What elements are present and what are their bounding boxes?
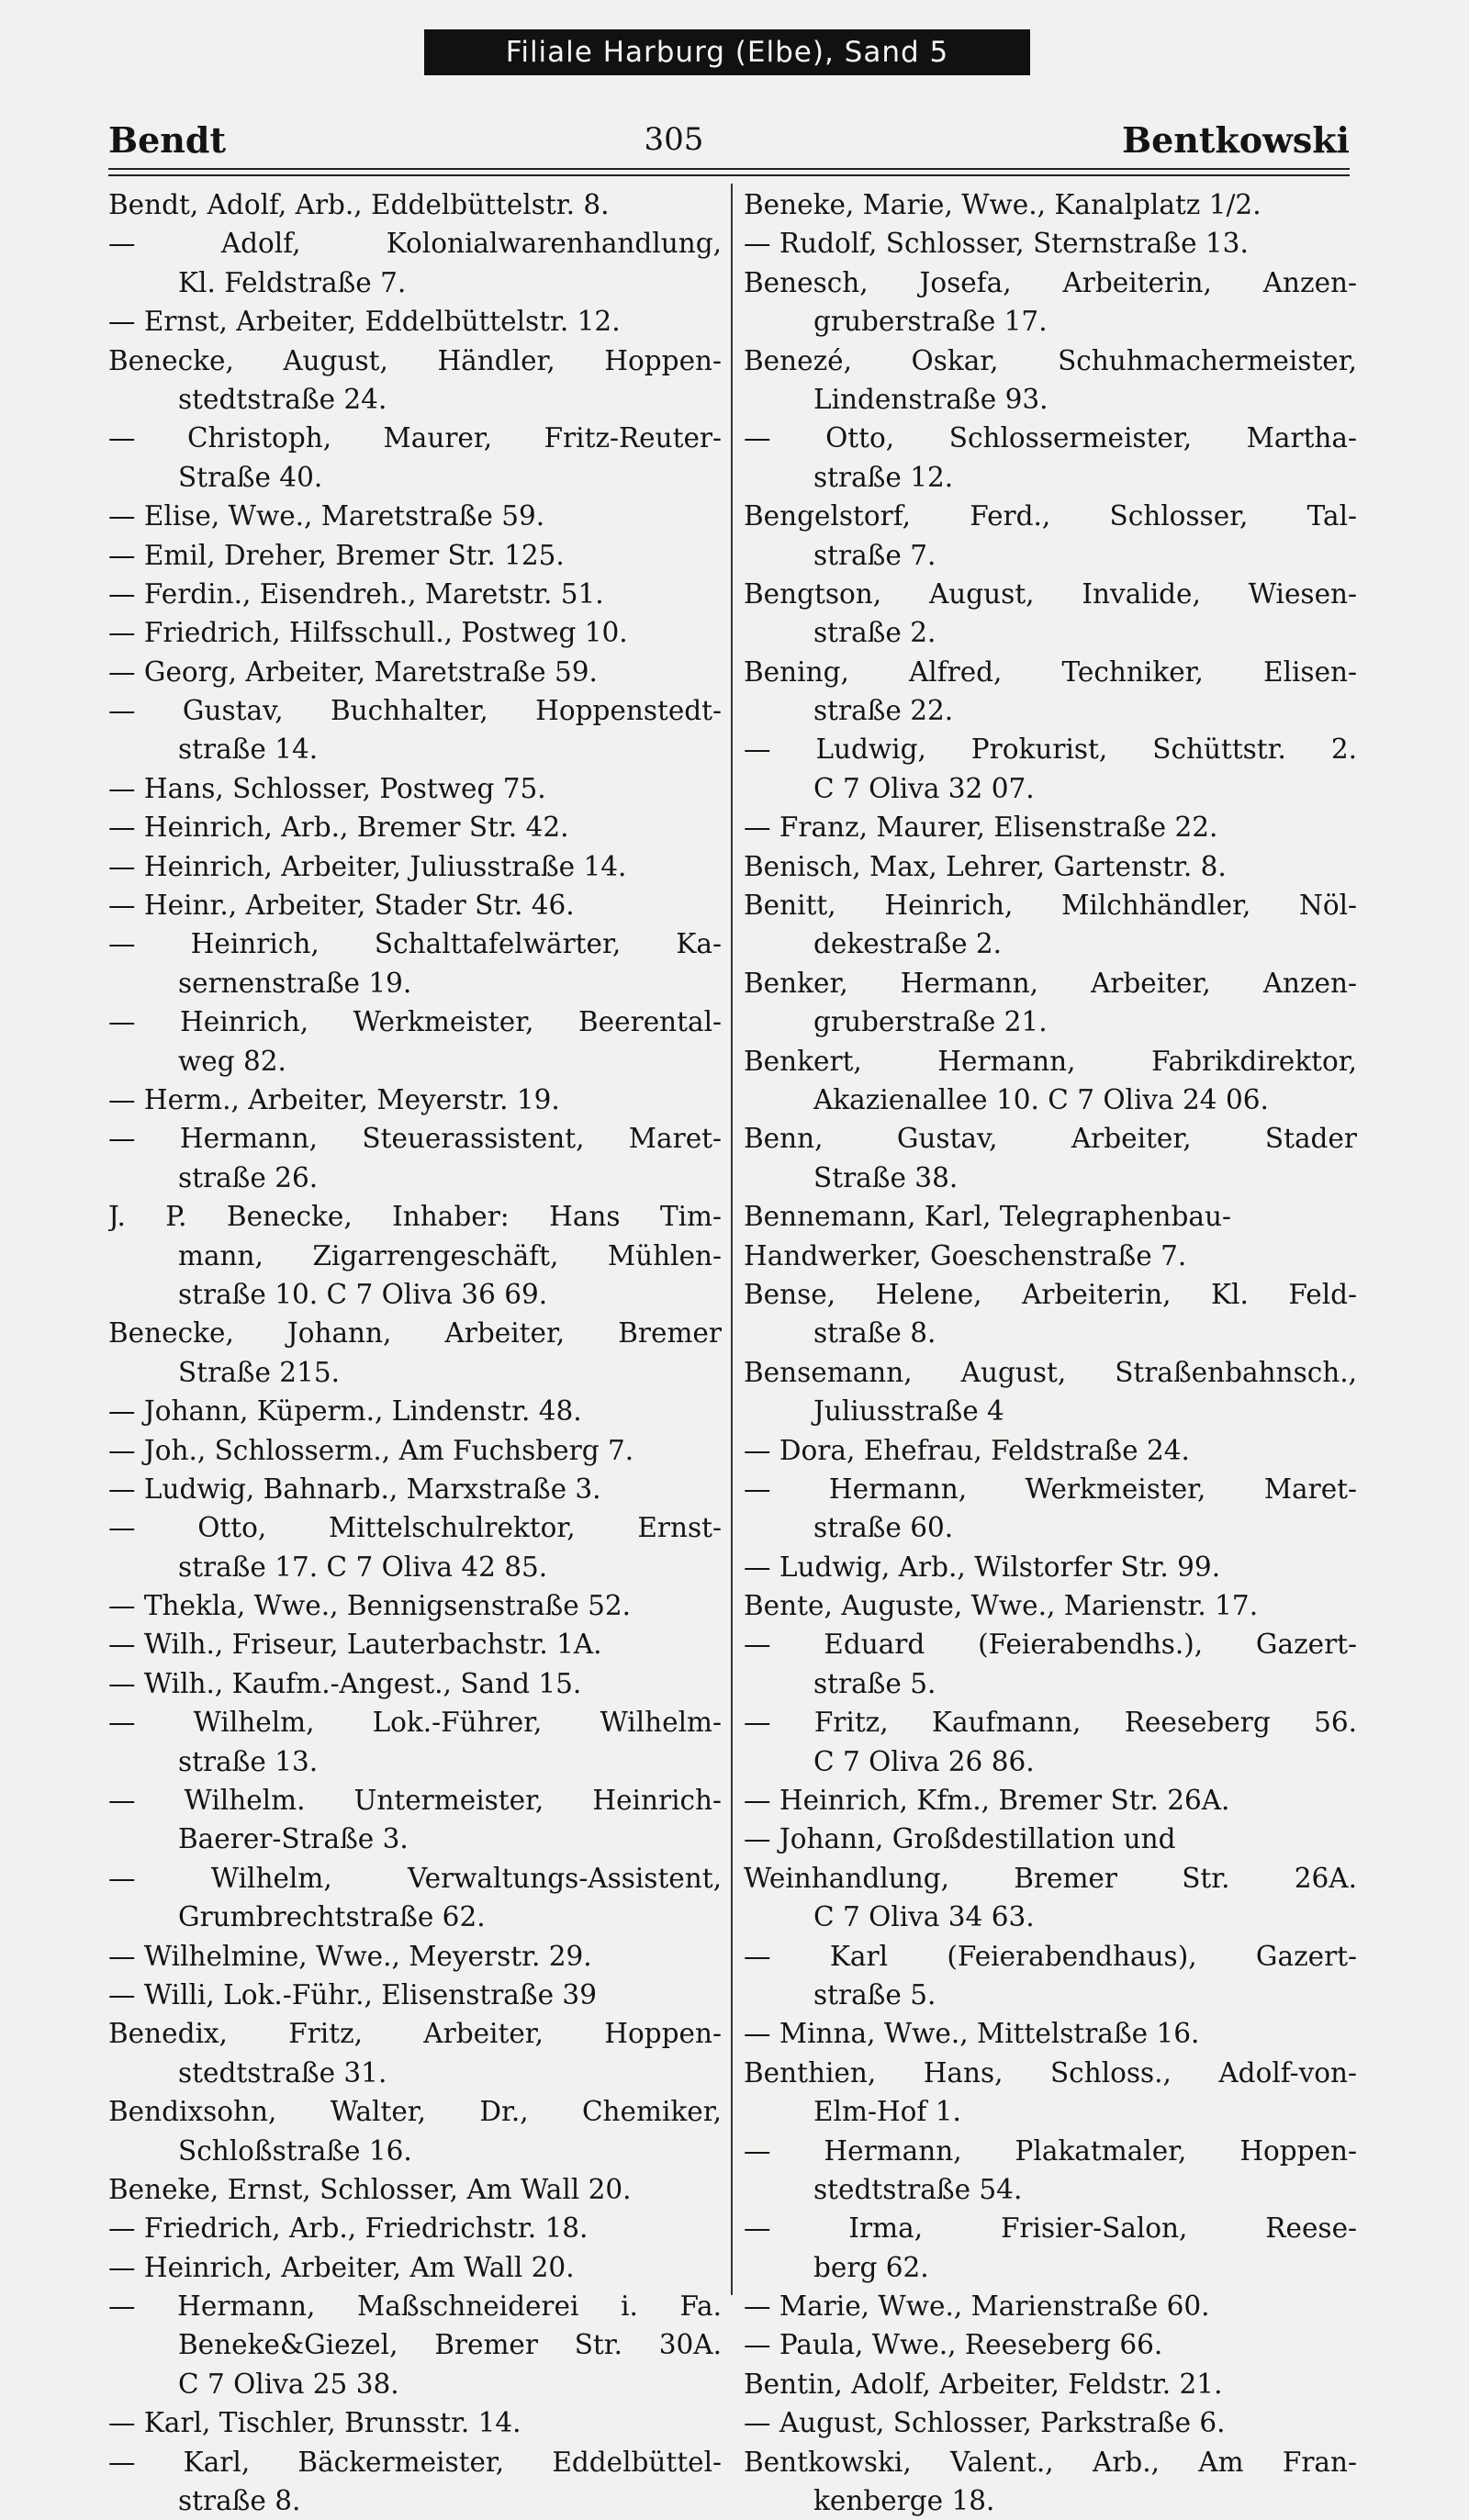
directory-line: — Joh., Schlosserm., Am Fuchsberg 7. xyxy=(108,1434,634,1466)
directory-line: sernenstraße 19. xyxy=(178,967,412,999)
page-number: 305 xyxy=(644,121,704,158)
directory-line: Beneke, Marie, Wwe., Kanalplatz 1/2. xyxy=(744,189,1262,220)
directory-line: straße 22. xyxy=(813,695,954,727)
directory-line: — Fritz, Kaufmann, Reeseberg 56. xyxy=(744,1707,1357,1739)
directory-line: — August, Schlosser, Parkstraße 6. xyxy=(744,2407,1226,2439)
directory-line: — Friedrich, Hilfsschull., Postweg 10. xyxy=(108,617,628,649)
left-column xyxy=(108,185,722,2520)
directory-line: — Rudolf, Schlosser, Sternstraße 13. xyxy=(744,228,1249,260)
directory-line: Bente, Auguste, Wwe., Marienstr. 17. xyxy=(744,1590,1259,1622)
directory-line: — Wilhelmine, Wwe., Meyerstr. 29. xyxy=(108,1940,592,1972)
directory-line: Bengtson, August, Invalide, Wiesen- xyxy=(744,577,1357,610)
directory-line: Benecke, Johann, Arbeiter, Bremer xyxy=(108,1317,722,1350)
directory-line: — Johann, Großdestillation und xyxy=(744,1823,1176,1855)
directory-line: C 7 Oliva 32 07. xyxy=(813,772,1035,804)
directory-line: straße 13. xyxy=(178,1745,319,1777)
directory-line: straße 2. xyxy=(813,617,936,649)
directory-line: weg 82. xyxy=(178,1045,286,1077)
directory-line: — Adolf, Kolonialwarenhandlung, xyxy=(108,228,722,260)
directory-line: Bendixsohn, Walter, Dr., Chemiker, xyxy=(108,2096,722,2128)
directory-line: — Wilhelm. Untermeister, Heinrich- xyxy=(108,1785,722,1817)
directory-line: — Heinr., Arbeiter, Stader Str. 46. xyxy=(108,890,575,922)
directory-line: — Heinrich, Arbeiter, Juliusstraße 14. xyxy=(108,850,627,882)
directory-line: — Christoph, Maurer, Fritz-Reuter- xyxy=(108,422,722,454)
directory-line: straße 7. xyxy=(813,539,936,571)
directory-line: — Ludwig, Arb., Wilstorfer Str. 99. xyxy=(744,1551,1221,1583)
directory-line: — Gustav, Buchhalter, Hoppenstedt- xyxy=(108,695,722,727)
directory-line: — Hermann, Werkmeister, Maret- xyxy=(744,1473,1357,1505)
directory-line: — Ferdin., Eisendreh., Maretstr. 51. xyxy=(108,577,604,610)
directory-line: C 7 Oliva 26 86. xyxy=(813,1745,1035,1777)
directory-line: Benthien, Hans, Schloss., Adolf-von- xyxy=(744,2056,1357,2089)
directory-line: Benker, Hermann, Arbeiter, Anzen- xyxy=(744,967,1357,999)
directory-line: — Karl, Bäckermeister, Eddelbüttel- xyxy=(108,2446,722,2478)
directory-line: Bensemann, August, Straßenbahnsch., xyxy=(744,1356,1357,1388)
directory-line: — Heinrich, Schalttafelwärter, Ka- xyxy=(108,928,722,960)
right-column xyxy=(744,185,1357,2520)
directory-line: straße 5. xyxy=(813,1978,936,2010)
directory-line: — Eduard (Feierabendhs.), Gazert- xyxy=(744,1629,1357,1661)
directory-line: — Hermann, Steuerassistent, Maret- xyxy=(108,1123,722,1155)
directory-line: Baerer-Straße 3. xyxy=(178,1823,409,1855)
directory-line: mann, Zigarrengeschäft, Mühlen- xyxy=(178,1239,722,1271)
directory-line: — Heinrich, Kfm., Bremer Str. 26A. xyxy=(744,1785,1230,1817)
directory-line: Straße 40. xyxy=(178,461,323,493)
directory-line: gruberstraße 21. xyxy=(813,1006,1048,1038)
directory-line: stedtstraße 31. xyxy=(178,2056,387,2089)
directory-line: Straße 38. xyxy=(813,1161,959,1193)
directory-line: Juliusstraße 4 xyxy=(813,1395,1004,1428)
directory-line: — Wilhelm, Lok.-Führer, Wilhelm- xyxy=(108,1707,722,1739)
directory-line: berg 62. xyxy=(813,2251,929,2283)
directory-line: — Wilhelm, Verwaltungs-Assistent, xyxy=(108,1862,722,1894)
header-left-keyword: Bendt xyxy=(108,118,227,161)
directory-line: — Elise, Wwe., Maretstraße 59. xyxy=(108,500,545,532)
directory-line: Benitt, Heinrich, Milchhändler, Nöl- xyxy=(744,890,1357,922)
directory-line: — Minna, Wwe., Mittelstraße 16. xyxy=(744,2018,1200,2050)
directory-line: Benisch, Max, Lehrer, Gartenstr. 8. xyxy=(744,850,1227,882)
directory-line: — Emil, Dreher, Bremer Str. 125. xyxy=(108,539,565,571)
directory-line: Akazienallee 10. C 7 Oliva 24 06. xyxy=(813,1083,1269,1115)
directory-line: — Heinrich, Werkmeister, Beerental- xyxy=(108,1006,722,1038)
directory-line: Benn, Gustav, Arbeiter, Stader xyxy=(744,1123,1357,1155)
directory-line: Lindenstraße 93. xyxy=(813,383,1048,415)
directory-line: straße 17. C 7 Oliva 42 85. xyxy=(178,1551,548,1583)
directory-line: — Hermann, Plakatmaler, Hoppen- xyxy=(744,2134,1357,2167)
directory-line: Bendt, Adolf, Arb., Eddelbüttelstr. 8. xyxy=(108,189,610,220)
directory-line: J. P. Benecke, Inhaber: Hans Tim- xyxy=(108,1201,722,1233)
directory-line: Handwerker, Goeschenstraße 7. xyxy=(744,1239,1187,1271)
directory-line: straße 26. xyxy=(178,1161,319,1193)
directory-line: Schloßstraße 16. xyxy=(178,2134,412,2167)
header-rule-bottom xyxy=(108,174,1350,176)
directory-line: straße 5. xyxy=(813,1667,936,1699)
directory-line: — Friedrich, Arb., Friedrichstr. 18. xyxy=(108,2212,589,2245)
directory-line: — Heinrich, Arbeiter, Am Wall 20. xyxy=(108,2251,575,2283)
column-divider xyxy=(731,184,733,2295)
directory-line: straße 10. C 7 Oliva 36 69. xyxy=(178,1278,548,1310)
header-right-keyword: Bentkowski xyxy=(1121,118,1350,161)
directory-line: gruberstraße 17. xyxy=(813,306,1048,338)
directory-line: stedtstraße 54. xyxy=(813,2173,1023,2205)
directory-line: — Karl, Tischler, Brunsstr. 14. xyxy=(108,2407,521,2439)
directory-line: — Otto, Schlossermeister, Martha- xyxy=(744,422,1357,454)
header-rule-top xyxy=(108,168,1350,170)
directory-line: Bengelstorf, Ferd., Schlosser, Tal- xyxy=(744,500,1357,532)
directory-line: Benkert, Hermann, Fabrikdirektor, xyxy=(744,1045,1357,1077)
directory-line: C 7 Oliva 34 63. xyxy=(813,1901,1035,1933)
directory-line: — Franz, Maurer, Elisenstraße 22. xyxy=(744,812,1218,844)
directory-line: Bennemann, Karl, Telegraphenbau- xyxy=(744,1201,1231,1233)
directory-line: Elm-Hof 1. xyxy=(813,2096,961,2128)
directory-line: Bening, Alfred, Techniker, Elisen- xyxy=(744,655,1357,688)
directory-line: — Ernst, Arbeiter, Eddelbüttelstr. 12. xyxy=(108,306,621,338)
directory-line: Kl. Feldstraße 7. xyxy=(178,266,407,298)
directory-line: Bense, Helene, Arbeiterin, Kl. Feld- xyxy=(744,1278,1357,1310)
directory-line: — Heinrich, Arb., Bremer Str. 42. xyxy=(108,812,569,844)
directory-line: Benesch, Josefa, Arbeiterin, Anzen- xyxy=(744,266,1357,298)
directory-line: — Otto, Mittelschulrektor, Ernst- xyxy=(108,1512,722,1544)
directory-line: — Willi, Lok.-Führ., Elisenstraße 39 xyxy=(108,1978,597,2010)
directory-line: — Ludwig, Bahnarb., Marxstraße 3. xyxy=(108,1473,601,1505)
directory-line: straße 14. xyxy=(178,734,319,766)
directory-line: Benedix, Fritz, Arbeiter, Hoppen- xyxy=(108,2018,722,2050)
directory-line: C 7 Oliva 25 38. xyxy=(178,2368,399,2400)
directory-line: stedtstraße 24. xyxy=(178,383,387,415)
directory-line: — Paula, Wwe., Reeseberg 66. xyxy=(744,2329,1163,2361)
directory-line: Beneke&Giezel, Bremer Str. 30A. xyxy=(178,2329,722,2361)
directory-line: — Herm., Arbeiter, Meyerstr. 19. xyxy=(108,1083,560,1115)
directory-line: — Wilh., Friseur, Lauterbachstr. 1A. xyxy=(108,1629,602,1661)
directory-line: — Karl (Feierabendhaus), Gazert- xyxy=(744,1940,1357,1972)
directory-line: — Ludwig, Prokurist, Schüttstr. 2. xyxy=(744,734,1357,766)
directory-line: straße 12. xyxy=(813,461,954,493)
office-banner: Filiale Harburg (Elbe), Sand 5 xyxy=(424,29,1030,75)
directory-line: dekestraße 2. xyxy=(813,928,1003,960)
directory-line: Bentin, Adolf, Arbeiter, Feldstr. 21. xyxy=(744,2368,1223,2400)
directory-line: — Johann, Küperm., Lindenstr. 48. xyxy=(108,1395,582,1428)
directory-line: Beneke, Ernst, Schlosser, Am Wall 20. xyxy=(108,2173,632,2205)
directory-line: kenberge 18. xyxy=(813,2485,995,2517)
directory-line: — Marie, Wwe., Marienstraße 60. xyxy=(744,2290,1210,2323)
directory-line: — Hermann, Maßschneiderei i. Fa. xyxy=(108,2290,722,2323)
directory-line: — Hans, Schlosser, Postweg 75. xyxy=(108,772,546,804)
directory-line: straße 60. xyxy=(813,1512,954,1544)
directory-line: — Thekla, Wwe., Bennigsenstraße 52. xyxy=(108,1590,632,1622)
directory-line: — Dora, Ehefrau, Feldstraße 24. xyxy=(744,1434,1190,1466)
directory-line: straße 8. xyxy=(178,2485,301,2517)
directory-line: straße 8. xyxy=(813,1317,936,1350)
directory-line: Weinhandlung, Bremer Str. 26A. xyxy=(744,1862,1357,1894)
directory-line: Bentkowski, Valent., Arb., Am Fran- xyxy=(744,2446,1357,2478)
directory-line: — Georg, Arbeiter, Maretstraße 59. xyxy=(108,655,598,688)
directory-line: — Wilh., Kaufm.-Angest., Sand 15. xyxy=(108,1667,582,1699)
directory-line: Benecke, August, Händler, Hoppen- xyxy=(108,344,722,376)
directory-line: — Irma, Frisier-Salon, Reese- xyxy=(744,2212,1357,2245)
directory-line: Benezé, Oskar, Schuhmachermeister, xyxy=(744,344,1357,376)
running-header xyxy=(108,117,1350,162)
directory-line: Straße 215. xyxy=(178,1356,340,1388)
directory-line: Grumbrechtstraße 62. xyxy=(178,1901,486,1933)
